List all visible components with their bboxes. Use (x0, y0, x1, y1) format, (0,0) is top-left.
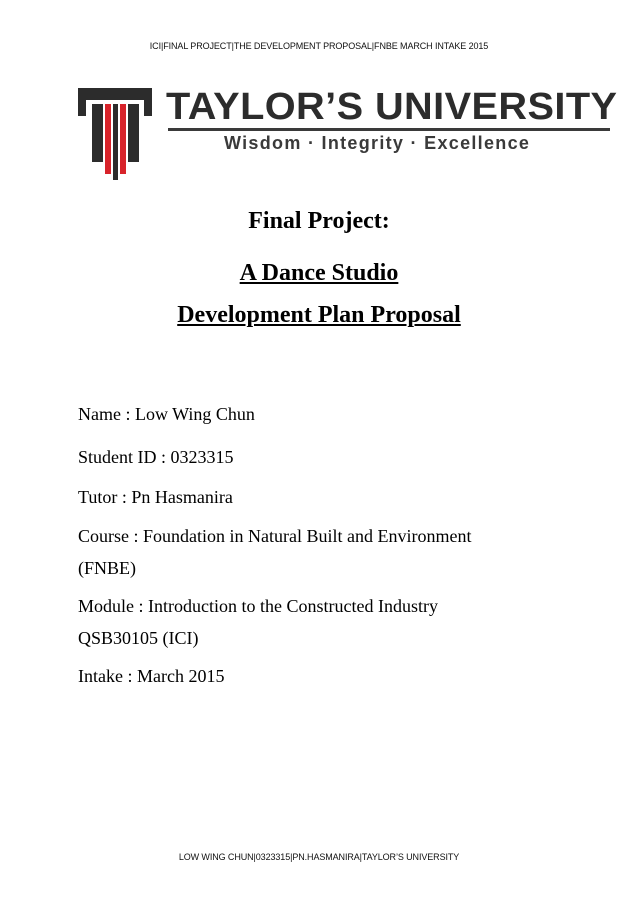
page-footer: LOW WING CHUN|0323315|PN.HASMANIRA|TAYLOR’S UNIVERSITY (178, 852, 460, 862)
student-name: Name : Low Wing Chun (78, 404, 255, 424)
project-subtitle: Development Plan Proposal (177, 302, 461, 328)
project-title: A Dance Studio (239, 260, 399, 286)
university-logo (78, 86, 618, 184)
logo-divider (168, 128, 610, 131)
university-name: TAYLOR’S UNIVERSITY (166, 86, 618, 128)
student-id: Student ID : 0323315 (78, 447, 234, 467)
university-tagline: Wisdom · Integrity · Excellence (224, 133, 531, 153)
tutor-name: Tutor : Pn Hasmanira (78, 487, 233, 507)
taylors-emblem-icon (78, 88, 152, 180)
course-info (78, 524, 568, 581)
project-heading: Final Project: (248, 208, 390, 234)
course-line-1: Course : Foundation in Natural Built and Environment (78, 526, 472, 546)
page-header: ICI|FINAL PROJECT|THE DEVELOPMENT PROPOSAL|FNBE MARCH INTAKE 2015 (149, 41, 489, 51)
intake-info: Intake : March 2015 (78, 666, 225, 686)
module-line-2: QSB30105 (ICI) (78, 628, 199, 648)
course-line-2: (FNBE) (78, 558, 136, 578)
module-line-1: Module : Introduction to the Constructed Industry (78, 596, 438, 616)
module-info (78, 594, 568, 651)
